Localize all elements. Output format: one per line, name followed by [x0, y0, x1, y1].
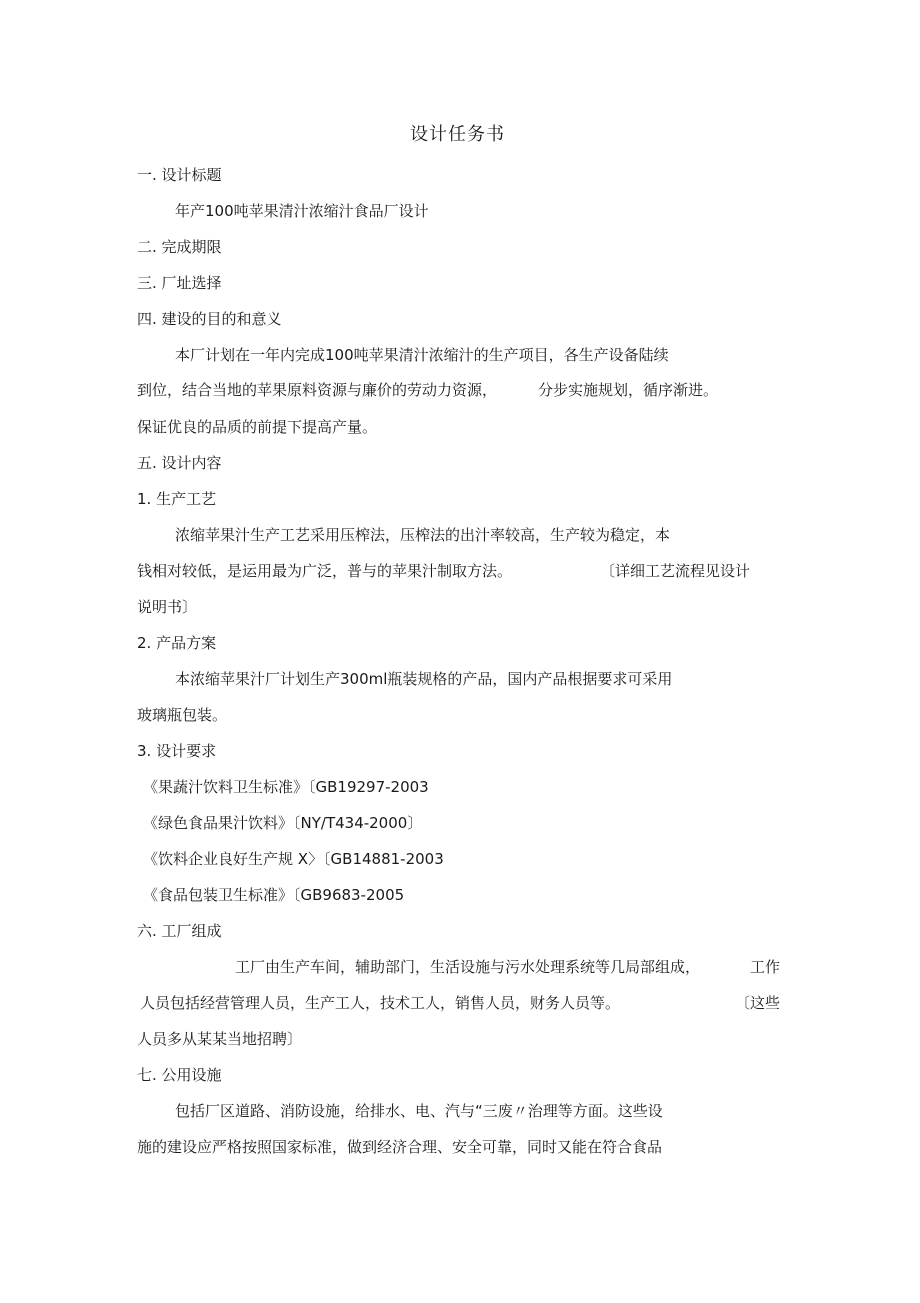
section-6-heading: 六. 工厂组成	[137, 922, 222, 940]
process-paragraph-line-3: 说明书〕	[137, 598, 198, 616]
section-1-heading: 一. 设计标题	[137, 166, 222, 184]
utilities-paragraph-line-1: 包括厂区道路、消防设施，给排水、电、汽与“三废〃治理等方面。这些设	[175, 1102, 663, 1120]
purpose-paragraph-line-3: 保证优良的品质的前提下提高产量。	[137, 418, 378, 436]
purpose-paragraph-line-2a: 到位，结合当地的苹果原料资源与廉价的劳动力资源，	[137, 381, 498, 399]
standard-item-2: 《绿色食品果汁饮料》〔NY/T434-2000〕	[143, 814, 423, 832]
standard-item-1: 《果蔬汁饮料卫生标准》〔GB19297-2003	[143, 778, 429, 796]
process-paragraph-line-2b: 〔详细工艺流程见设计	[600, 562, 751, 580]
design-title-text: 年产100吨苹果清汁浓缩汁食品厂设计	[175, 202, 429, 220]
standard-item-3: 《饮料企业良好生产规 X〉〔GB14881-2003	[143, 850, 444, 868]
section-3-heading: 三. 厂址选择	[137, 274, 222, 292]
factory-paragraph-line-2b: 〔这些	[735, 994, 781, 1012]
section-7-heading: 七. 公用设施	[137, 1066, 222, 1084]
purpose-paragraph-line-1: 本厂计划在一年内完成100吨苹果清汁浓缩汁的生产项目，各生产设备陆续	[175, 346, 669, 364]
process-paragraph-line-2a: 钱相对较低，是运用最为广泛，普与的苹果汁制取方法。	[137, 562, 513, 580]
process-paragraph-line-1: 浓缩苹果汁生产工艺采用压榨法，压榨法的出汁率较高，生产较为稳定，本	[175, 526, 671, 544]
section-4-heading: 四. 建设的目的和意义	[137, 310, 282, 328]
document-title: 设计任务书	[410, 124, 505, 145]
section-5-heading: 五. 设计内容	[137, 454, 222, 472]
factory-paragraph-line-2a: 人员包括经营管理人员，生产工人，技术工人，销售人员，财务人员等。	[140, 994, 621, 1012]
factory-paragraph-line-1a: 工厂由生产车间，辅助部门，生活设施与污水处理系统等几局部组成，	[235, 958, 701, 976]
product-paragraph-line-1: 本浓缩苹果汁厂计划生产300ml瓶装规格的产品，国内产品根据要求可采用	[175, 670, 673, 688]
purpose-paragraph-line-2b: 分步实施规划，循序渐进。	[538, 381, 719, 399]
section-2-heading: 二. 完成期限	[137, 238, 222, 256]
product-paragraph-line-2: 玻璃瓶包装。	[137, 706, 228, 724]
subsection-2-heading: 2. 产品方案	[137, 634, 217, 652]
subsection-3-heading: 3. 设计要求	[137, 742, 217, 760]
standard-item-4: 《食品包装卫生标准》〔GB9683-2005	[143, 886, 405, 904]
subsection-1-heading: 1. 生产工艺	[137, 490, 217, 508]
factory-paragraph-line-1b: 工作	[750, 958, 781, 976]
utilities-paragraph-line-2: 施的建设应严格按照国家标准，做到经济合理、安全可靠，同时又能在符合食品	[137, 1138, 663, 1156]
factory-paragraph-line-3: 人员多从某某当地招聘〕	[137, 1030, 303, 1048]
